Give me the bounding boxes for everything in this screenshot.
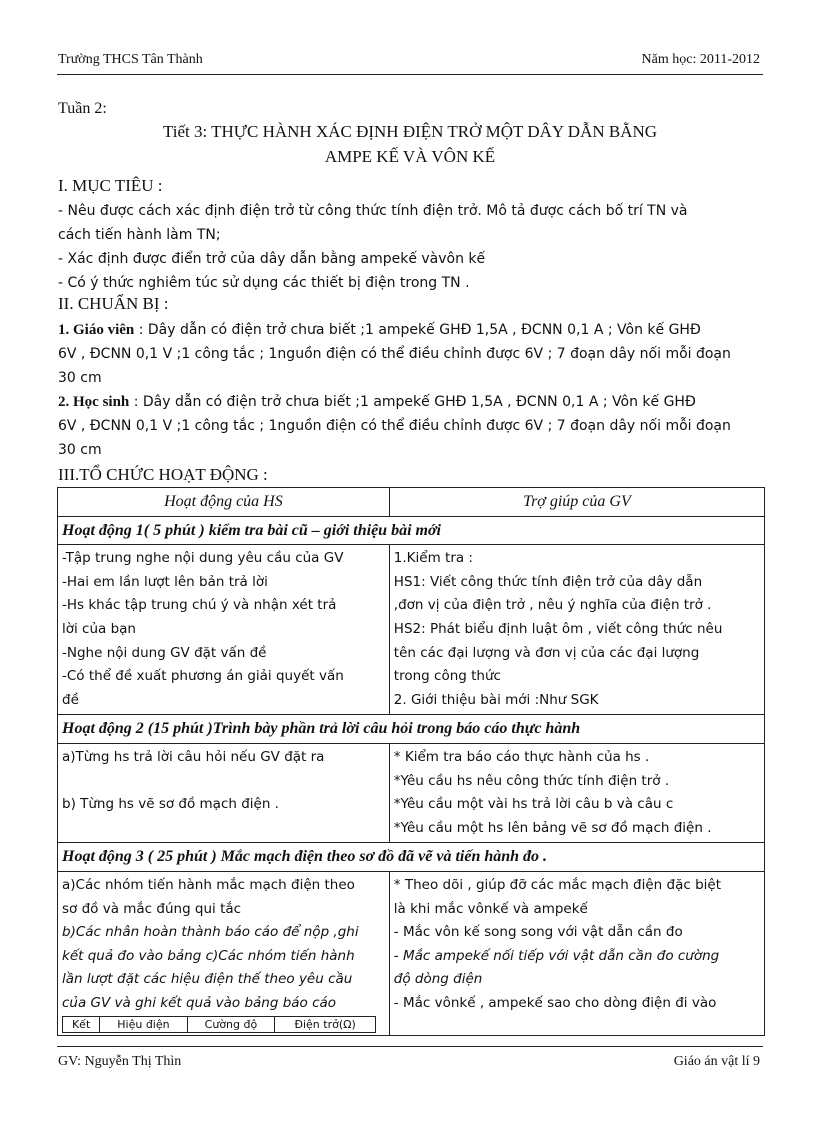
student-line2: 6V , ĐCNN 0,1 V ;1 công tắc ; 1nguồn điện có thể điều chỉnh được 6V ; 7 đoạn dây nối mỗi đoạn [58,418,731,434]
activity-2-teacher [389,743,764,842]
teacher-line2: 6V , ĐCNN 0,1 V ;1 công tắc ; 1nguồn điện có thể điều chỉnh được 6V ; 7 đoạn dây nối mỗi đoạn [58,346,731,362]
list-item: b)Các nhân hoàn thành báo cáo để nộp ,ghi [62,924,359,941]
list-item: kết quả đo vào bảng c)Các nhóm tiến hành [62,947,355,964]
list-item: của GV và ghi kết quả vào bảng báo cáo [62,994,337,1011]
student-label: 2. Học sinh [58,394,130,410]
list-item: đề [62,691,79,708]
preparation-heading: II. CHUẨN BỊ : [58,294,169,313]
results-col-header: Hiệu điện [100,1017,187,1033]
teacher-label: 1. Giáo viên [58,322,135,338]
list-item: độ dòng điện [393,971,483,988]
activity-1-teacher [389,545,764,715]
activity-3-row [58,871,765,1036]
list-item: HS1: Viết công thức tính điện trở của dây dẫn [393,573,703,590]
list-item: * Theo dõi , giúp đỡ các mắc mạch điện đặc biệt [393,876,721,893]
lesson-title-line2: AMPE KẾ VÀ VÔN KẾ [324,147,496,166]
list-item: *Yêu cầu hs nêu công thức tính điện trở . [393,772,670,789]
teacher-line3: 30 cm [58,370,102,386]
list-item: sơ đồ và mắc đúng qui tắc [62,900,242,917]
activity-1-title: Hoạt động 1( 5 phút ) kiểm tra bài cũ – giới thiệu bài mới [58,516,765,545]
activity-1-title-row [58,516,765,545]
list-item: HS2: Phát biểu định luật ôm , viết công thức nêu [393,620,723,637]
list-item: -Tập trung nghe nội dung yêu cầu của GV [62,550,344,567]
activity-2-title-row [58,715,765,744]
list-item: trong công thức [393,668,501,685]
list-item: -Nghe nội dung GV đặt vấn đề [62,644,267,661]
results-col-header: Kết [63,1017,100,1033]
list-item: -Hs khác tập trung chú ý và nhận xét trả [62,597,337,614]
list-item: lần lượt đặt các hiệu điện thế theo yêu cầu [62,971,353,988]
list-item: a)Từng hs trả lời câu hỏi nếu GV đặt ra [62,748,325,765]
results-col-header: Điện trở(Ω) [275,1017,376,1033]
list-item: - Mắc vôn kế song song với vật dẫn cần đo [393,924,683,941]
list-item: ,đơn vị của điện trở , nêu ý nghĩa của điện trở . [393,597,712,614]
objective-line: - Nêu được cách xác định điện trở từ công thức tính điện trở. Mô tả được cách bố trí TN và [58,203,688,219]
footer-teacher: GV: Nguyễn Thị Thìn [58,1054,182,1069]
list-item: lời của bạn [62,620,136,637]
list-item: 1.Kiểm tra : [393,550,473,567]
col-student-header: Hoạt động của HS [58,488,390,517]
activity-3-student [58,871,390,1036]
activity-3-teacher [389,871,764,1036]
list-item: *Yêu cầu một hs lên bảng vẽ sơ đồ mạch điện . [393,819,712,836]
list-item: -Hai em lần lượt lên bản trả lời [62,573,268,590]
header-year: Năm học: 2011-2012 [641,52,760,67]
activities-heading: III.TỔ CHỨC HOẠT ĐỘNG : [58,465,268,484]
header-school: Trường THCS Tân Thành [58,52,203,67]
objective-line: cách tiến hành làm TN; [58,227,221,243]
activity-3-title: Hoạt động 3 ( 25 phút ) Mắc mạch điện theo sơ đồ đã vẽ và tiến hành đo . [58,843,765,872]
lesson-title-line1: Tiết 3: THỰC HÀNH XÁC ĐỊNH ĐIỆN TRỞ MỘT DÂY DẪN BẰNG [162,122,658,141]
footer-subject: Giáo án vật lí 9 [673,1054,760,1069]
teacher-line1: : Dây dẫn có điện trở chưa biết ;1 ampekế GHĐ 1,5A , ĐCNN 0,1 A ; Vôn kế GHĐ [138,322,701,338]
header-rule [57,74,763,75]
student-line3: 30 cm [58,442,102,458]
preparation-body [58,318,770,462]
activity-3-title-row [58,843,765,872]
activity-2-title: Hoạt động 2 (15 phút )Trình bày phần trả lời câu hỏi trong báo cáo thực hành [58,715,765,744]
list-item: * Kiểm tra báo cáo thực hành của hs . [393,748,650,765]
list-item: -Có thể đề xuất phương án giải quyết vấn [62,668,344,685]
list-item: - Mắc ampekế nối tiếp với vật dẫn cần đo cường [393,947,720,964]
list-item: - Mắc vônkế , ampekế sao cho dòng điện đi vào [393,994,717,1011]
results-table [62,1016,376,1033]
col-teacher-header: Trợ giúp của GV [389,488,764,517]
list-item: a)Các nhóm tiến hành mắc mạch điện theo [62,876,355,893]
list-item: tên các đại lượng và đơn vị của các đại lượng [393,644,700,661]
week-label: Tuần 2: [58,100,107,117]
list-item: *Yêu cầu một vài hs trả lời câu b và câu c [393,796,674,813]
activity-2-row [58,743,765,842]
activity-1-row [58,545,765,715]
table-header-row [58,488,765,517]
footer-rule [57,1046,763,1047]
activities-table [57,487,765,1036]
objective-line: - Có ý thức nghiêm túc sử dụng các thiết bị điện trong TN . [58,275,470,291]
list-item: là khi mắc vônkế và ampekế [393,900,588,917]
objective-line: - Xác định được điển trở của dây dẫn bằng ampekế vàvôn kế [58,251,486,267]
objectives-heading: I. MỤC TIÊU : [58,176,163,195]
activity-2-student [58,743,390,842]
results-col-header: Cường độ [187,1017,275,1033]
list-item: 2. Giới thiệu bài mới :Như SGK [393,691,599,708]
activity-1-student [58,545,390,715]
list-item: b) Từng hs vẽ sơ đồ mạch điện . [62,796,279,813]
student-line1: : Dây dẫn có điện trở chưa biết ;1 ampekế GHĐ 1,5A , ĐCNN 0,1 A ; Vôn kế GHĐ [133,394,696,410]
objectives-list [58,199,768,295]
